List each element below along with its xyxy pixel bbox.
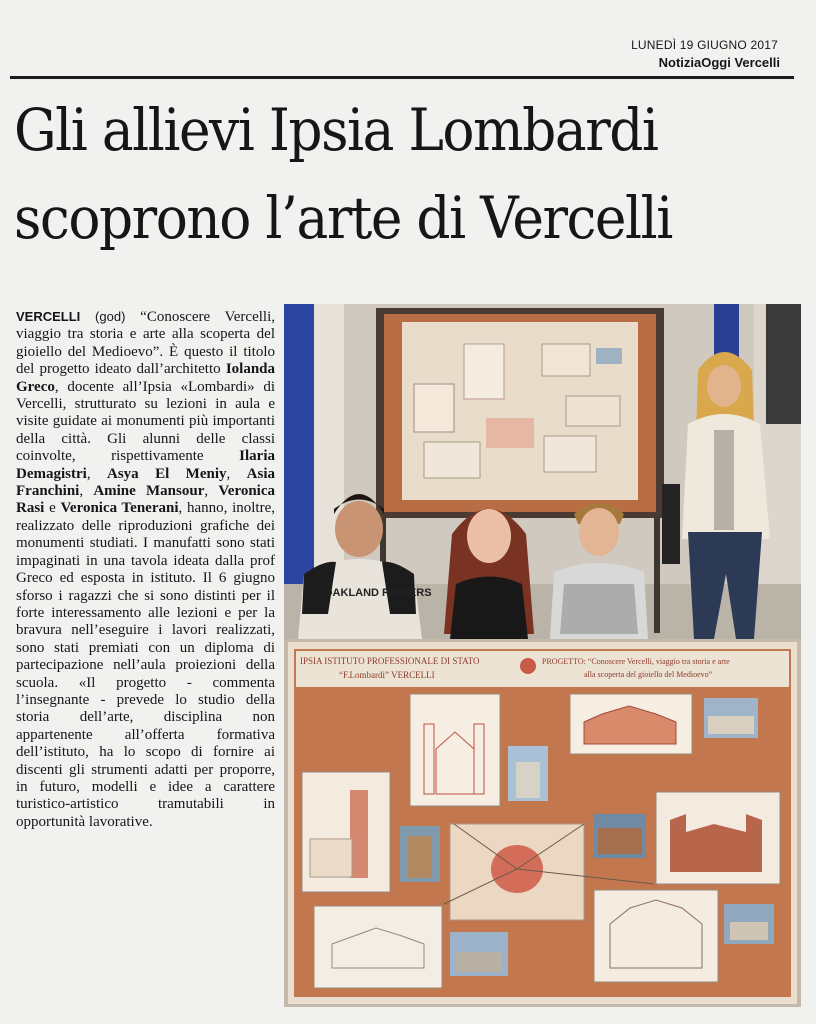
poster-project-title: PROGETTO: “Conoscere Vercelli, viaggio tra storia e arte (542, 657, 730, 666)
header-rule (10, 76, 794, 79)
school-seal-icon (520, 658, 536, 674)
student-name: Amine Mansour (93, 483, 205, 500)
student-name: Ilaria Demagistri (16, 448, 275, 482)
article-photo (284, 304, 801, 1007)
poster-school-city: “F.Lombardi” VERCELLI (339, 670, 435, 680)
newspaper-name: NotiziaOggi Vercelli (658, 55, 780, 70)
article-body: VERCELLI (god) “Conoscere Vercelli, viaggio tra storia e arte alla scoperta del gioiello del Medioevo”. È questo il titolo del progetto ideato dall’architetto Iolanda Greco, docente all’Ipsia «Lombardi» di Vercelli, strutturato su lezioni in aula e visite guidate ai monumenti più importanti della città. Gli alunni delle classi coinvolte, rispettivamente Ilaria Demagistri, Asya El Meniy, Asia Franchini, Amine Mansour, Veronica Rasi e Veronica Tenerani, hanno, inoltre, realizzato delle riproduzioni grafiche dei monumenti studiati. I manufatti sono stati impaginati in una tavola ideata dalla prof Greco ed esposta in istituto. Il 6 giugno sforso i ragazzi che si sono distinti per il forte interessamento alle lezioni e per la bravura nell’eseguire i lavori realizzati, sono stati premiati con un diploma di partecipazione nell’aula proiezioni della scuola. «Il progetto - commenta l’insegnante - prevede lo studio della storia dell’arte, disciplina non appartenente all’offerta formativa dell’istituto, ha lo scopo di fornire ai discenti gli strumenti adatti per proporre, in futuro, modelli e idee a carattere turistico-artistico tramutabili in opportunità lavorative. (16, 309, 276, 830)
headline-line-2: scoprono l’arte di Vercelli (14, 184, 672, 252)
poster-project-subtitle: alla scoperta del gioiello del Medioevo” (584, 670, 713, 679)
article-text-2: , docente all’Ipsia «Lombardi» di Vercelli, strutturato su lezioni in aula e visite guidate ai monumenti più importanti della città. Gli alunni delle classi coinvolte, rispettivamente (16, 378, 275, 465)
classroom-scene (284, 304, 801, 639)
architect-name: Iolanda Greco (16, 361, 276, 395)
shirt-text: OAKLAND RAIDERS (324, 587, 432, 599)
student-name: Veronica Rasi (16, 483, 275, 517)
student-name: Veronica Tenerani (60, 500, 179, 517)
article-text-3: , hanno, inoltre, realizzato delle riproduzioni grafiche dei monumenti studiati. I manufatti sono stati impaginati in una tavola ideata dalla prof Greco ed esposta in istituto. Il 6 giugno sforso i ragazzi che si sono distinti per il forte interessamento alle lezioni e per la bravura nell’eseguire i lavori realizzati, sono stati premiati con un diploma di partecipazione nell’aula proiezioni della scuola. «Il progetto - commenta l’insegnante - prevede lo studio della storia dell’arte, disciplina non appartenente all’offerta formativa dell’istituto, ha lo scopo di fornire ai discenti gli strumenti adatti per proporre, in futuro, modelli e idee a carattere turistico-artistico tramutabili in opportunità lavorative. (16, 500, 275, 830)
article-place: VERCELLI (16, 309, 81, 324)
article-text-1: “Conoscere Vercelli, viaggio tra storia e arte alla scoperta del gioiello del Medioevo”. È questo il titolo del progetto ideato dall’architetto (16, 309, 275, 378)
headline-line-1: Gli allievi Ipsia Lombardi (14, 96, 658, 164)
article-conjunction: e (49, 500, 56, 517)
student-name: Asia Franchini (16, 465, 276, 500)
poster-closeup (284, 639, 801, 1007)
article-credit: (god) (95, 309, 126, 324)
headline (14, 86, 741, 262)
student-name: Asya El Meniy (106, 465, 227, 482)
poster-school-name: IPSIA ISTITUTO PROFESSIONALE DI STATO (300, 656, 480, 666)
date-line: LUNEDÌ 19 GIUGNO 2017 (631, 38, 778, 52)
